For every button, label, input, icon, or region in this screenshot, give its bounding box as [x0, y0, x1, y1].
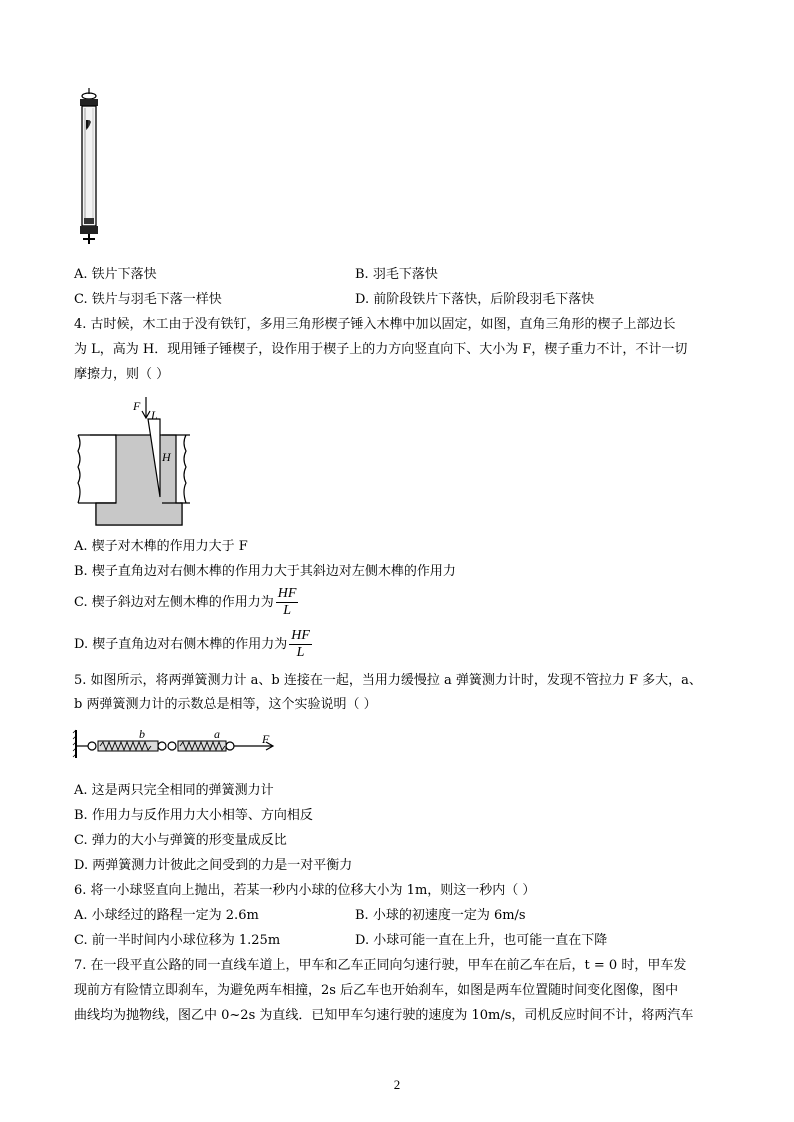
q5-stem-line2: b 两弹簧测力计的示数总是相等，这个实验说明（ ） [74, 697, 377, 712]
wedge-figure [72, 393, 192, 527]
fraction-numerator: HF [291, 628, 310, 643]
q5-option-d: D. 两弹簧测力计彼此之间受到的力是一对平衡力 [74, 858, 353, 873]
q6-option-c: C. 前一半时间内小球位移为 1.25m [74, 933, 281, 948]
spring-label-a: a [214, 727, 220, 741]
q4-option-a: A. 楔子对木榫的作用力大于 F [74, 539, 248, 554]
q5-option-b: B. 作用力与反作用力大小相等、方向相反 [74, 808, 313, 823]
q4-option-c-fraction [276, 586, 299, 619]
q6-option-b: B. 小球的初速度一定为 6m/s [355, 908, 526, 923]
q6-option-d: D. 小球可能一直在上升，也可能一直在下降 [355, 933, 608, 948]
q5-option-c: C. 弹力的大小与弹簧的形变量成反比 [74, 833, 287, 848]
q5-option-a: A. 这是两只完全相同的弹簧测力计 [74, 783, 274, 798]
q7-stem-line3: 曲线均为抛物线，图乙中 0~2s 为直线．已知甲车匀速行驶的速度为 10m/s，司机反应时间不计，将两汽车 [74, 1008, 694, 1023]
q3-option-a: A. 铁片下落快 [74, 267, 157, 282]
fraction-denominator: L [296, 645, 305, 660]
fraction-denominator: L [283, 603, 291, 618]
q4-option-c-text: C. 楔子斜边对左侧木榫的作用力为 [74, 595, 274, 610]
spring-label-b: b [139, 727, 145, 741]
q7-stem-line1: 7. 在一段平直公路的同一直线车道上，甲车和乙车正同向匀速行驶，甲车在前乙车在后，t = 0 时，甲车发 [74, 958, 687, 973]
q4-option-b: B. 楔子直角边对右侧木榫的作用力大于其斜边对左侧木榫的作用力 [74, 564, 456, 579]
q3-option-c: C. 铁片与羽毛下落一样快 [74, 292, 222, 307]
q3-option-b: B. 羽毛下落快 [355, 267, 438, 282]
q4-stem-line2: 为 L，高为 H．现用锤子锤楔子，设作用于楔子上的力方向竖直向下、大小为 F，楔子重力不计，不计一切 [74, 342, 688, 357]
q6-option-a: A. 小球经过的路程一定为 2.6m [74, 908, 259, 923]
page-number: 2 [393, 1077, 401, 1092]
q6-stem: 6. 将一小球竖直向上抛出，若某一秒内小球的位移大小为 1m，则这一秒内（ ） [74, 883, 536, 898]
q7-stem-line2: 现前方有险情立即刹车，为避免两车相撞，2s 后乙车也开始刹车，如图是两车位置随时间变化图像，图中 [74, 983, 679, 998]
spring-label-F: F [262, 732, 270, 746]
q3-option-d: D. 前阶段铁片下落快，后阶段羽毛下落快 [355, 292, 595, 307]
q4-stem-line3: 摩擦力，则（ ） [74, 367, 170, 382]
wedge-label-F: F [133, 399, 141, 413]
q4-option-c [74, 586, 298, 619]
vacuum-tube-figure [74, 86, 104, 248]
wedge-label-H: H [162, 450, 171, 464]
q4-option-d [74, 628, 312, 661]
spring-scales-figure [72, 724, 282, 760]
q4-option-d-text: D. 楔子直角边对右侧木榫的作用力为 [74, 637, 288, 652]
q5-stem-line1: 5. 如图所示，将两弹簧测力计 a、b 连接在一起，当用力缓慢拉 a 弹簧测力计时，发现不管拉力 F 多大，a、 [74, 673, 702, 688]
wedge-label-L: L [151, 408, 158, 422]
q4-option-d-fraction [289, 628, 312, 661]
fraction-numerator: HF [277, 586, 297, 601]
q4-stem-line1: 4. 古时候，木工由于没有铁钉，多用三角形楔子锤入木榫中加以固定，如图，直角三角形的楔子上部边长 [74, 317, 676, 332]
